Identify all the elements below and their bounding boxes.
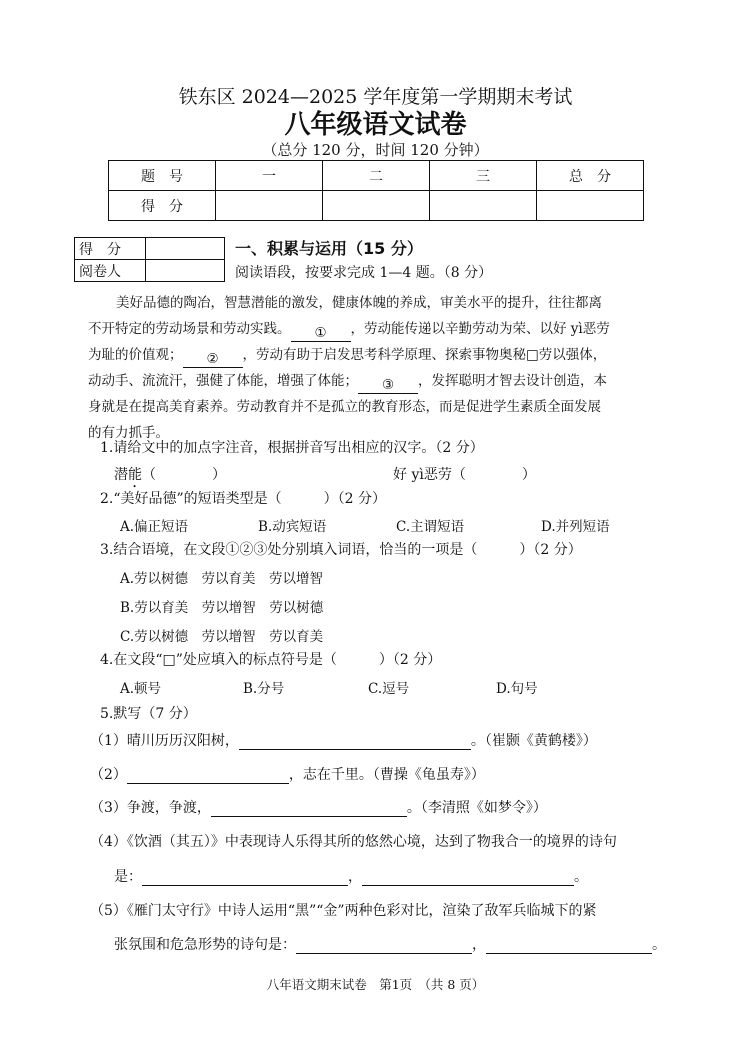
dictation-text: 。（崔颢《黄鹤楼》）: [470, 733, 597, 749]
q1-answer-blank[interactable]: （ ）: [142, 467, 226, 483]
q1-item-b: [393, 464, 536, 484]
dictation-blank[interactable]: [142, 869, 348, 886]
q1-pinyin-text: 好 yì恶劳: [393, 467, 452, 483]
dictation-5-prompt: （5）《雁门太守行》中诗人运用“黑”“金”两种色彩对比，渲染了敌军兵临城下的紧: [90, 903, 597, 919]
paper-title: 八年级语文试卷: [284, 110, 467, 140]
q1-item-a: [114, 464, 226, 491]
passage-text: ，劳动有助于启发思考科学原理、探索事物奥秘□劳以强体，: [242, 347, 607, 363]
blank-2[interactable]: ②: [183, 351, 243, 368]
blank-3[interactable]: ③: [358, 377, 418, 394]
dictation-text: 。（李清照《如梦令》）: [406, 800, 547, 816]
passage-line: 身就是在提高美育素养。劳动教育并不是孤立的教育形态，而是促进学生素质全面发展: [88, 399, 601, 415]
q1-dotted-char: 能: [128, 467, 142, 483]
blank-1[interactable]: ①: [291, 325, 351, 342]
grader-score-label: 得 分: [75, 238, 146, 260]
passage-line: [88, 316, 648, 342]
score-row-label: 得 分: [109, 191, 216, 221]
q4-option[interactable]: C.逗号: [368, 681, 410, 697]
passage-line: [88, 368, 648, 394]
q2-option[interactable]: C.主谓短语: [396, 519, 465, 535]
dictation-text: ，: [472, 937, 486, 953]
page-footer: 八年语文期末试卷 第1页 （共 8 页）: [266, 977, 485, 992]
score-cell[interactable]: [323, 191, 430, 221]
score-cell[interactable]: [537, 191, 644, 221]
q2-option[interactable]: D.并列短语: [541, 519, 610, 535]
dictation-text: （3）争渡，争渡，: [90, 800, 211, 816]
dictation-blank[interactable]: [362, 869, 574, 886]
grader-name-label: 阅卷人: [75, 260, 146, 282]
question-3: 3.结合语境，在文段①②③处分别填入词语，恰当的一项是（ ）（2 分）: [100, 542, 582, 558]
passage-text: 为耻的价值观；: [88, 347, 183, 363]
score-header-cell: 一: [216, 161, 323, 191]
passage-text: ，劳动能传递以辛勤劳动为荣、以好 yì恶劳: [350, 321, 610, 337]
dictation-text: 是：: [114, 869, 142, 885]
q3-option[interactable]: A.劳以树德 劳以育美 劳以增智: [120, 571, 324, 587]
score-header-cell: 二: [323, 161, 430, 191]
dictation-text: （1）晴川历历汉阳树，: [90, 733, 239, 749]
passage-text: 不开特定的劳动场景和劳动实践。: [88, 321, 291, 337]
passage-text: ，发挥聪明才智去设计创造，本: [418, 373, 607, 389]
question-2: 2.“美好品德”的短语类型是（ ）（2 分）: [100, 491, 387, 507]
exam-info: （总分 120 分，时间 120 分钟）: [262, 141, 489, 159]
question-1: 1.请给文中的加点字注音，根据拼音写出相应的汉字。（2 分）: [100, 440, 484, 456]
question-5: 5.默写（7 分）: [100, 706, 197, 722]
dictation-text: 张氛围和危急形势的诗句是：: [114, 937, 296, 953]
section-title: 一、积累与运用（15 分）: [235, 239, 423, 258]
dictation-text: 。: [574, 869, 588, 885]
exam-title: 铁东区 2024—2025 学年度第一学期期末考试: [178, 86, 573, 108]
dictation-4-answer: [114, 866, 588, 886]
q2-option[interactable]: B.动宾短语: [258, 519, 327, 535]
score-table-header-row: [109, 161, 644, 191]
passage-text: 动动手、流流汗，强健了体能，增强了体能；: [88, 373, 358, 389]
dictation-4-prompt: （4）《饮酒（其五）》中表现诗人乐得其所的悠然心境，达到了物我合一的境界的诗句: [90, 834, 617, 850]
q3-option[interactable]: C.劳以树德 劳以增智 劳以育美: [120, 629, 324, 645]
grader-name-cell[interactable]: [146, 260, 225, 282]
q4-option[interactable]: B.分号: [243, 681, 285, 697]
passage-line: [88, 342, 648, 368]
question-4: 4.在文段“□”处应填入的标点符号是（ ）（2 分）: [100, 652, 442, 668]
grader-box: [74, 237, 225, 282]
score-table: [108, 160, 644, 221]
dictation-text: ，志在千里。（曹操《龟虽寿》）: [288, 767, 485, 783]
q3-option[interactable]: B.劳以育美 劳以增智 劳以树德: [120, 600, 324, 616]
dictation-3: [90, 797, 547, 817]
score-cell[interactable]: [430, 191, 537, 221]
score-header-cell: 三: [430, 161, 537, 191]
score-header-cell: 总 分: [537, 161, 644, 191]
section-instruction: 阅读语段，按要求完成 1—4 题。（8 分）: [235, 265, 493, 281]
q4-option[interactable]: A.顿号: [120, 681, 162, 697]
passage-line: 美好品德的陶冶，智慧潜能的激发，健康体魄的养成，审美水平的提升，往往都离: [116, 295, 602, 311]
dictation-5-answer: [114, 934, 666, 954]
passage-line: 的有力抓手。: [88, 425, 169, 441]
dictation-text: （2）: [90, 767, 127, 783]
dictation-blank[interactable]: [239, 733, 471, 750]
q1-answer-blank[interactable]: （ ）: [451, 467, 536, 483]
score-cell[interactable]: [216, 191, 323, 221]
score-header-cell: 题 号: [109, 161, 216, 191]
q2-option[interactable]: A.偏正短语: [120, 519, 189, 535]
dictation-blank[interactable]: [296, 937, 472, 954]
dictation-1: [90, 730, 597, 750]
dictation-blank[interactable]: [127, 767, 289, 784]
score-table-score-row: [109, 191, 644, 221]
dictation-text: 。: [652, 937, 666, 953]
dictation-blank[interactable]: [486, 937, 652, 954]
dictation-2: [90, 764, 485, 784]
dictation-blank[interactable]: [211, 800, 407, 817]
q1-char: 潜: [114, 467, 128, 483]
q4-option[interactable]: D.句号: [496, 681, 538, 697]
dictation-text: ，: [348, 869, 362, 885]
reading-passage: [88, 290, 648, 446]
grader-score-cell[interactable]: [146, 238, 225, 260]
